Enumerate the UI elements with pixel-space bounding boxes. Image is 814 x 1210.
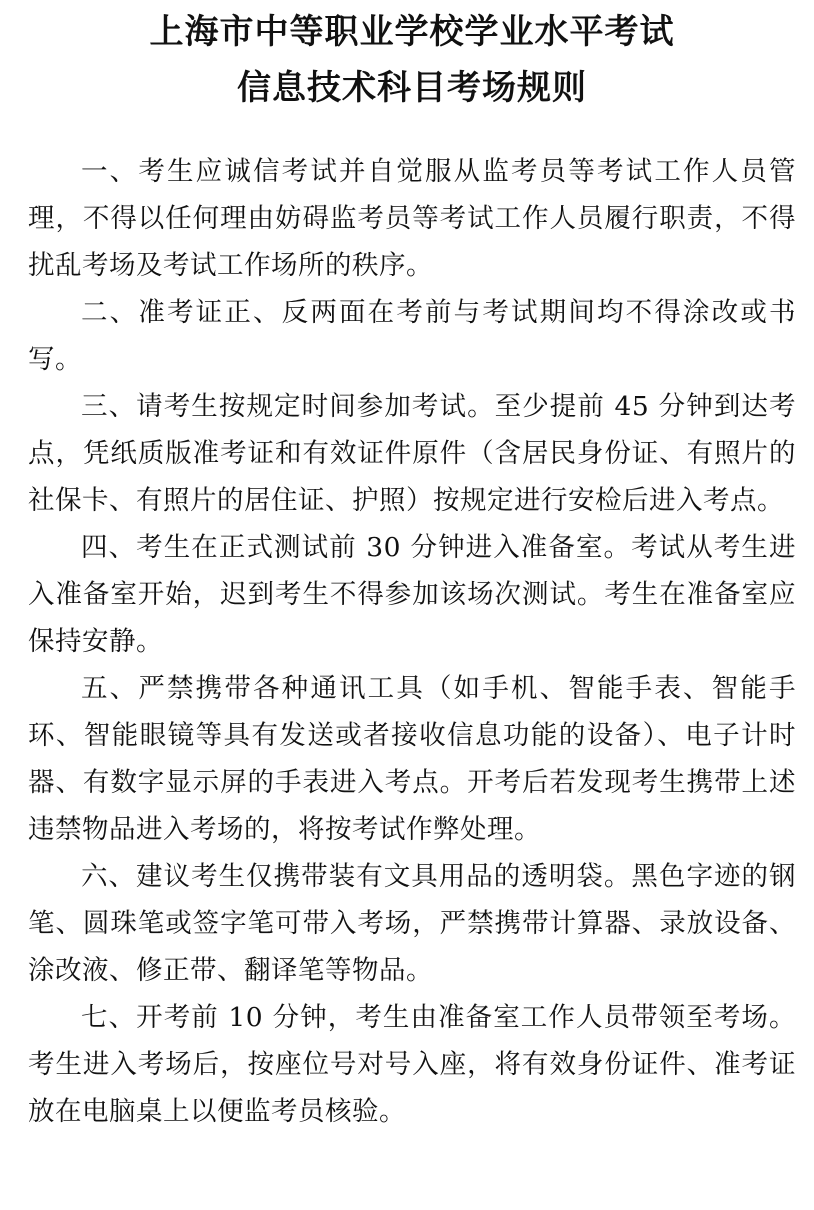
rule-6: 六、建议考生仅携带装有文具用品的透明袋。黑色字迹的钢笔、圆珠笔或签字笔可带入考场，严禁携带计算器、录放设备、涂改液、修正带、翻译笔等物品。 [28,861,796,986]
rules-list [28,148,796,1135]
rule-2: 二、准考证正、反两面在考前与考试期间均不得涂改或书写。 [28,297,796,375]
rule-7: 七、开考前 10 分钟，考生由准备室工作人员带领至考场。考生进入考场后，按座位号对号入座，将有效身份证件、准考证放在电脑桌上以便监考员核验。 [28,1002,796,1127]
document-title-line-1: 上海市中等职业学校学业水平考试 [149,12,675,52]
rule-5: 五、严禁携带各种通讯工具（如手机、智能手表、智能手环、智能眼镜等具有发送或者接收信息功能的设备）、电子计时器、有数字显示屏的手表进入考点。开考后若发现考生携带上述违禁物品进入考场的，将按考试作弊处理。 [28,673,796,845]
rule-3: 三、请考生按规定时间参加考试。至少提前 45 分钟到达考点，凭纸质版准考证和有效证件原件（含居民身份证、有照片的社保卡、有照片的居住证、护照）按规定进行安检后进入考点。 [28,391,796,516]
rule-1: 一、考生应诚信考试并自觉服从监考员等考试工作人员管理，不得以任何理由妨碍监考员等考试工作人员履行职责，不得扰乱考场及考试工作场所的秩序。 [28,156,796,281]
document-title-line-2: 信息技术科目考场规则 [237,68,587,108]
rule-4: 四、考生在正式测试前 30 分钟进入准备室。考试从考生进入准备室开始，迟到考生不得参加该场次测试。考生在准备室应保持安静。 [28,532,796,657]
